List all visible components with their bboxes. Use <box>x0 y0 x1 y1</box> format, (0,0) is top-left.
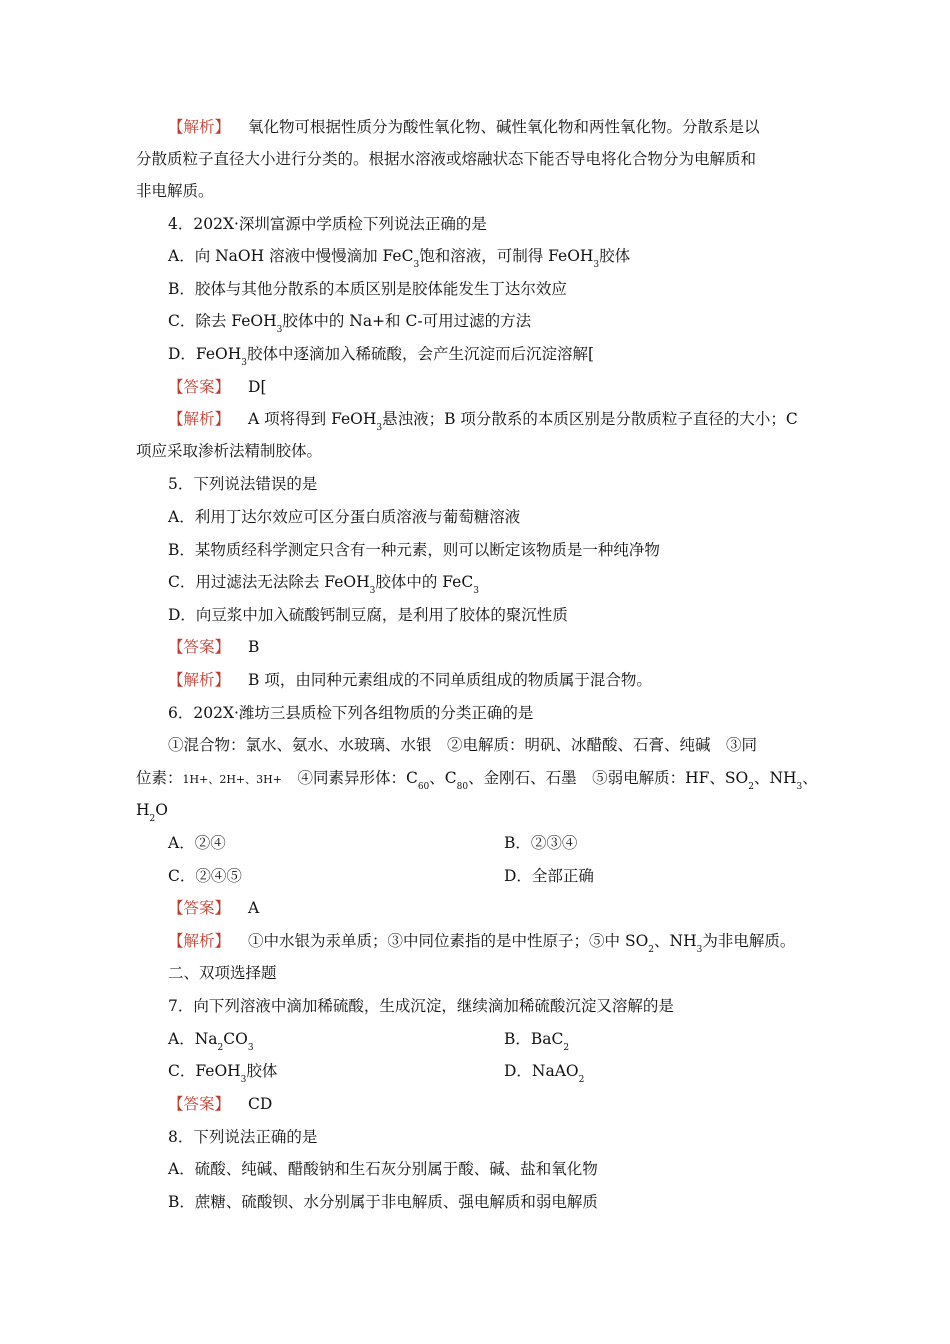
q5-answer: 【答案】 B <box>168 638 260 656</box>
q4-stem: 4．202X·深圳富源中学质检下列说法正确的是 <box>168 215 487 233</box>
q7-stem: 7．向下列溶液中滴加稀硫酸，生成沉淀，继续滴加稀硫酸沉淀又溶解的是 <box>168 997 674 1015</box>
q5-option-a: A．利用丁达尔效应可区分蛋白质溶液与葡萄糖溶液 <box>168 508 521 526</box>
q4-option-b: B．胶体与其他分散系的本质区别是胶体能发生丁达尔效应 <box>168 280 567 298</box>
q6-option-b: B．②③④ <box>504 834 578 852</box>
explain-tag: 【解析】 <box>168 671 231 689</box>
q6-stem: 6．202X·潍坊三县质检下列各组物质的分类正确的是 <box>168 704 534 722</box>
q3-explain-line-1: 【解析】 氧化物可根据性质分为酸性氧化物、碱性氧化物和两性氧化物。分散系是以 <box>168 118 760 136</box>
q4-option-d: D．FeOH$_3$胶体中逐滴加入稀硫酸，会产生沉淀而后沉淀溶解[ <box>168 345 595 368</box>
answer-tag: 【答案】 <box>168 378 231 396</box>
answer-tag: 【答案】 <box>168 899 231 917</box>
q6-body-line-2: 位素：1H+、2H+、3H+ ④同素异形体：$C_{60}$、$C_{80}$、金刚石、石墨 ⑤弱电解质：HF、$SO_2$、$NH_3$、 <box>136 769 818 792</box>
q5-explain: 【解析】 B 项，由同种元素组成的不同单质组成的物质属于混合物。 <box>168 671 652 689</box>
q4-explain-line-1: 【解析】 A 项将得到 FeOH$_3$悬浊液；B 项分散系的本质区别是分散质粒子直径的大小；C <box>168 410 798 433</box>
q6-option-a: A．②④ <box>168 834 226 852</box>
section-heading: 二、双项选择题 <box>168 964 277 982</box>
q4-answer: 【答案】 D[ <box>168 378 267 396</box>
q6-explain: 【解析】 ①中水银为汞单质；③中同位素指的是中性原子；⑤中 $SO_2$、$NH_3$为非电解质。 <box>168 932 796 955</box>
answer-tag: 【答案】 <box>168 1095 231 1113</box>
q7-option-a: A．$Na_2CO_3$ <box>168 1030 254 1053</box>
q6-body-line-3: $H_2O$ <box>136 801 168 824</box>
answer-tag: 【答案】 <box>168 638 231 656</box>
explain-tag: 【解析】 <box>168 410 231 428</box>
explain-tag: 【解析】 <box>168 118 231 136</box>
q8-option-a: A．硫酸、纯碱、醋酸钠和生石灰分别属于酸、碱、盐和氧化物 <box>168 1160 598 1178</box>
q5-option-b: B．某物质经科学测定只含有一种元素，则可以断定该物质是一种纯净物 <box>168 541 660 559</box>
q6-answer: 【答案】 A <box>168 899 260 917</box>
q8-option-b: B．蔗糖、硫酸钡、水分别属于非电解质、强电解质和弱电解质 <box>168 1193 598 1211</box>
q4-explain-line-2: 项应采取渗析法精制胶体。 <box>136 442 323 460</box>
q4-option-c: C．除去 FeOH$_3$胶体中的 Na+和 C-可用过滤的方法 <box>168 312 532 335</box>
q4-option-a: A．向 NaOH 溶液中慢慢滴加 FeC$_3$饱和溶液，可制得 FeOH$_3$胶体 <box>168 247 631 270</box>
q7-option-b: B．BaC$_2$ <box>504 1030 570 1053</box>
explain-tag: 【解析】 <box>168 932 231 950</box>
q5-stem: 5．下列说法错误的是 <box>168 475 318 493</box>
q6-option-d: D．全部正确 <box>504 867 594 885</box>
q7-option-c: C．FeOH$_3$胶体 <box>168 1062 278 1085</box>
q7-option-d: D．NaAO$_2$ <box>504 1062 585 1085</box>
q8-stem: 8．下列说法正确的是 <box>168 1128 318 1146</box>
q3-explain-line-3: 非电解质。 <box>136 182 214 200</box>
q6-option-c: C．②④⑤ <box>168 867 242 885</box>
q5-option-c: C．用过滤法无法除去 FeOH$_3$胶体中的 FeC$_3$ <box>168 573 479 596</box>
q6-body-line-1: ①混合物：氯水、氨水、水玻璃、水银 ②电解质：明矾、冰醋酸、石膏、纯碱 ③同 <box>168 736 758 754</box>
q7-answer: 【答案】 CD <box>168 1095 273 1113</box>
q3-explain-line-2: 分散质粒子直径大小进行分类的。根据水溶液或熔融状态下能否导电将化合物分为电解质和 <box>136 150 757 168</box>
q5-option-d: D．向豆浆中加入硫酸钙制豆腐，是利用了胶体的聚沉性质 <box>168 606 568 624</box>
